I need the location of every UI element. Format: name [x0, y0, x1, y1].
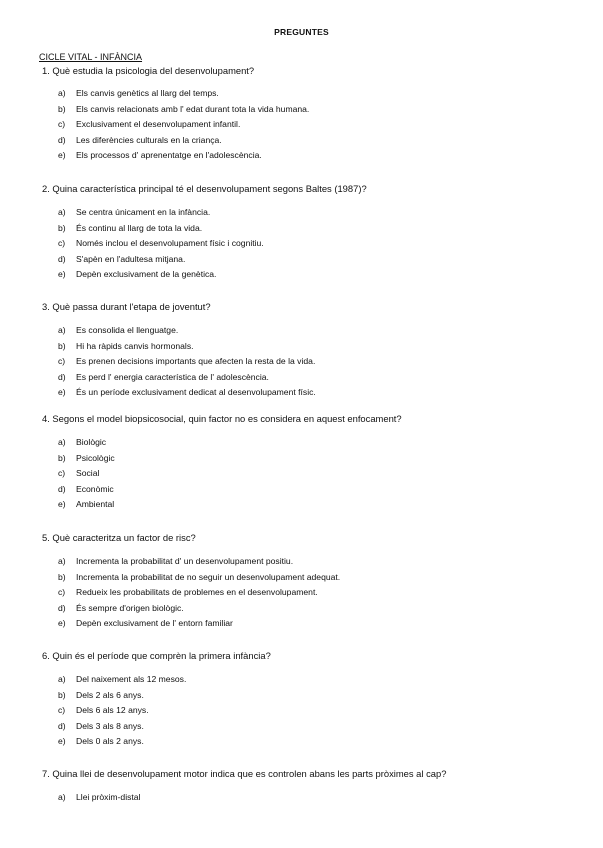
- option-3-4: [58, 372, 269, 382]
- option-letter: b): [58, 452, 66, 463]
- option-6-5: [58, 736, 144, 746]
- option-text: Psicològic: [76, 452, 115, 463]
- option-letter: a): [58, 674, 66, 684]
- option-letter: b): [58, 222, 66, 233]
- option-letter: e): [58, 499, 66, 510]
- option-7-1: [58, 792, 140, 802]
- option-letter: e): [58, 618, 66, 629]
- option-4-5: [58, 499, 114, 509]
- question-5: 5. Què caracteritza un factor de risc?: [42, 532, 196, 543]
- option-text: Biològic: [76, 437, 107, 447]
- option-4-3: [58, 468, 99, 478]
- option-letter: b): [58, 103, 66, 114]
- option-letter: d): [58, 371, 66, 382]
- option-letter: b): [58, 571, 66, 582]
- option-letter: d): [58, 253, 66, 264]
- question-6: 6. Quin és el període que comprèn la primera infància?: [42, 650, 271, 661]
- option-5-2: [58, 572, 340, 582]
- option-5-3: [58, 587, 318, 597]
- option-text: És continu al llarg de tota la vida.: [76, 222, 203, 233]
- option-text: Es perd l' energia característica de l' adolescència.: [76, 371, 269, 382]
- option-text: Hi ha ràpids canvis hormonals.: [76, 340, 194, 351]
- option-2-5: [58, 269, 216, 279]
- option-6-1: [58, 674, 186, 684]
- option-letter: c): [58, 356, 66, 367]
- option-6-2: [58, 690, 144, 700]
- option-text: Del naixement als 12 mesos.: [76, 674, 187, 684]
- option-letter: d): [58, 483, 66, 494]
- option-5-1: [58, 556, 293, 566]
- option-2-3: [58, 238, 264, 248]
- question-4: 4. Segons el model biopsicosocial, quin factor no es considera en aquest enfocament?: [42, 413, 402, 424]
- option-letter: b): [58, 689, 66, 700]
- option-text: Dels 0 als 2 anys.: [76, 736, 144, 747]
- document-title: PREGUNTES: [274, 27, 329, 37]
- option-text: Social: [76, 468, 100, 479]
- option-3-2: [58, 341, 194, 351]
- option-2-1: [58, 207, 210, 217]
- section-title: CICLE VITAL - INFÀNCIA: [39, 52, 143, 62]
- option-1-1: [58, 88, 219, 98]
- option-4-4: [58, 484, 114, 494]
- option-text: Els canvis genètics al llarg del temps.: [76, 88, 219, 98]
- option-2-4: [58, 254, 185, 264]
- option-letter: e): [58, 736, 66, 747]
- option-letter: a): [58, 88, 66, 98]
- option-text: Els canvis relacionats amb l' edat durant tota la vida humana.: [76, 103, 310, 114]
- option-text: Ambiental: [76, 499, 115, 510]
- question-7: 7. Quina llei de desenvolupament motor indica que es controlen abans les parts pròximes al cap?: [42, 768, 447, 779]
- option-text: Redueix les probabilitats de problemes en el desenvolupament.: [76, 587, 318, 598]
- option-letter: c): [58, 587, 66, 598]
- option-text: Les diferències culturals en la criança.: [76, 134, 222, 145]
- question-1: 1. Què estudia la psicologia del desenvolupament?: [42, 65, 255, 76]
- option-text: És sempre d'origen biològic.: [76, 602, 184, 613]
- option-letter: e): [58, 269, 66, 280]
- option-text: Llei pròxim-distal: [76, 792, 141, 802]
- option-5-4: [58, 603, 184, 613]
- option-1-4: [58, 135, 222, 145]
- option-1-5: [58, 150, 262, 160]
- option-letter: e): [58, 150, 66, 161]
- option-text: Depèn exclusivament de la genètica.: [76, 269, 217, 280]
- option-6-4: [58, 721, 144, 731]
- option-letter: a): [58, 437, 66, 447]
- option-text: Dels 3 als 8 anys.: [76, 720, 144, 731]
- option-text: Dels 6 als 12 anys.: [76, 705, 149, 716]
- option-letter: d): [58, 720, 66, 731]
- option-letter: c): [58, 705, 66, 716]
- option-text: Exclusivament el desenvolupament infantil.: [76, 119, 241, 130]
- option-text: Es consolida el llenguatge.: [76, 325, 179, 335]
- option-letter: a): [58, 325, 66, 335]
- option-4-1: [58, 437, 106, 447]
- option-text: Es prenen decisions importants que afecten la resta de la vida.: [76, 356, 316, 367]
- option-text: Se centra únicament en la infància.: [76, 207, 211, 217]
- option-letter: b): [58, 340, 66, 351]
- question-3: 3. Què passa durant l'etapa de joventut?: [42, 301, 211, 312]
- option-text: S'apèn en l'adultesa mitjana.: [76, 253, 186, 264]
- question-2: 2. Quina característica principal té el desenvolupament segons Baltes (1987)?: [42, 183, 367, 194]
- option-letter: a): [58, 792, 66, 802]
- option-text: Només inclou el desenvolupament físic i cognitiu.: [76, 238, 264, 249]
- option-text: Econòmic: [76, 483, 114, 494]
- option-text: És un període exclusivament dedicat al desenvolupament físic.: [76, 387, 316, 398]
- option-5-5: [58, 618, 233, 628]
- option-3-5: [58, 387, 316, 397]
- option-text: Incrementa la probabilitat d' un desenvolupament positiu.: [76, 556, 294, 566]
- option-text: Dels 2 als 6 anys.: [76, 689, 144, 700]
- option-1-2: [58, 104, 309, 114]
- option-letter: c): [58, 468, 66, 479]
- option-letter: a): [58, 207, 66, 217]
- option-3-3: [58, 356, 315, 366]
- option-4-2: [58, 453, 115, 463]
- option-letter: d): [58, 134, 66, 145]
- option-2-2: [58, 223, 202, 233]
- option-letter: c): [58, 238, 66, 249]
- option-text: Incrementa la probabilitat de no seguir un desenvolupament adequat.: [76, 571, 341, 582]
- option-letter: a): [58, 556, 66, 566]
- option-3-1: [58, 325, 178, 335]
- option-6-3: [58, 705, 149, 715]
- option-letter: d): [58, 602, 66, 613]
- option-letter: e): [58, 387, 66, 398]
- option-text: Depèn exclusivament de l' entorn familiar: [76, 618, 233, 629]
- option-text: Els processos d' aprenentatge en l'adolescència.: [76, 150, 262, 161]
- option-1-3: [58, 119, 240, 129]
- option-letter: c): [58, 119, 66, 130]
